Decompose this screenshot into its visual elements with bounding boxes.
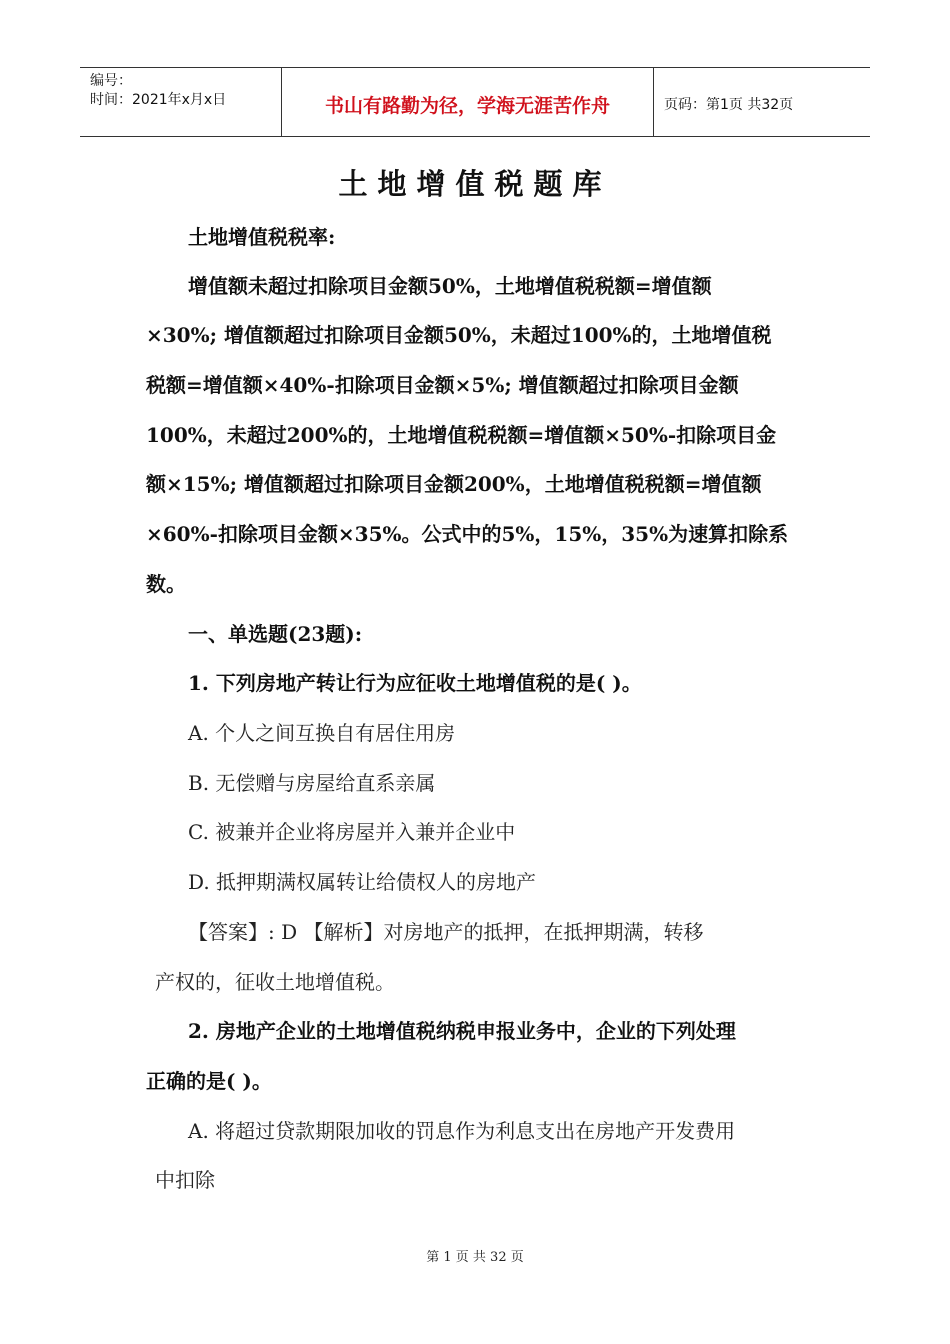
rates-line: ×60%-扣除项目金额×35%。公式中的5%，15%，35%为速算扣除系 bbox=[146, 522, 789, 546]
rates-line: 增值额未超过扣除项目金额50%，土地增值税税额=增值额 bbox=[188, 274, 712, 298]
question-2-cont: 正确的是( )。 bbox=[146, 1069, 272, 1093]
rates-line: 100%，未超过200%的，土地增值税税额=增值额×50%-扣除项目金 bbox=[146, 423, 777, 447]
time-label: 时间：2021年x月x日 bbox=[90, 92, 227, 108]
rates-line: 数。 bbox=[146, 572, 186, 596]
question-1-answer-cont: 产权的，征收土地增值税。 bbox=[155, 970, 395, 994]
rates-line: 额×15%; 增值额超过扣除项目金额200%，土地增值税税额=增值额 bbox=[146, 472, 762, 496]
section-heading: 一、单选题(23题): bbox=[188, 622, 363, 646]
question-2-option-a: A. 将超过贷款期限加收的罚息作为利息支出在房地产开发费用 bbox=[188, 1119, 736, 1143]
header-page-info: 页码：第1页 共32页 bbox=[664, 97, 794, 113]
document-title: 土地增值税题库 bbox=[338, 167, 612, 201]
header-motto: 书山有路勤为径，学海无涯苦作舟 bbox=[282, 68, 654, 136]
page-footer: 第 1 页 共 32 页 bbox=[426, 1250, 524, 1265]
question-1-option-d: D. 抵押期满权属转让给债权人的房地产 bbox=[188, 870, 537, 894]
question-1: 1. 下列房地产转让行为应征收土地增值税的是( )。 bbox=[188, 671, 642, 695]
question-1-option-b: B. 无偿赠与房屋给直系亲属 bbox=[188, 771, 436, 795]
rates-line: 税额=增值额×40%-扣除项目金额×5%; 增值额超过扣除项目金额 bbox=[146, 373, 739, 397]
question-1-option-c: C. 被兼并企业将房屋并入兼并企业中 bbox=[188, 820, 516, 844]
question-1-option-a: A. 个人之间互换自有居住用房 bbox=[188, 721, 456, 745]
page-header bbox=[80, 67, 870, 137]
number-label: 编号： bbox=[90, 73, 132, 89]
question-2-option-a-cont: 中扣除 bbox=[155, 1168, 215, 1192]
question-2: 2. 房地产企业的土地增值税纳税申报业务中，企业的下列处理 bbox=[188, 1019, 736, 1043]
rates-line: ×30%; 增值额超过扣除项目金额50%，未超过100%的，土地增值税 bbox=[146, 323, 772, 347]
question-1-answer: 【答案】: D 【解析】对房地产的抵押，在抵押期满，转移 bbox=[188, 920, 704, 944]
header-meta bbox=[80, 68, 282, 136]
rates-heading: 土地增值税税率: bbox=[188, 225, 336, 249]
